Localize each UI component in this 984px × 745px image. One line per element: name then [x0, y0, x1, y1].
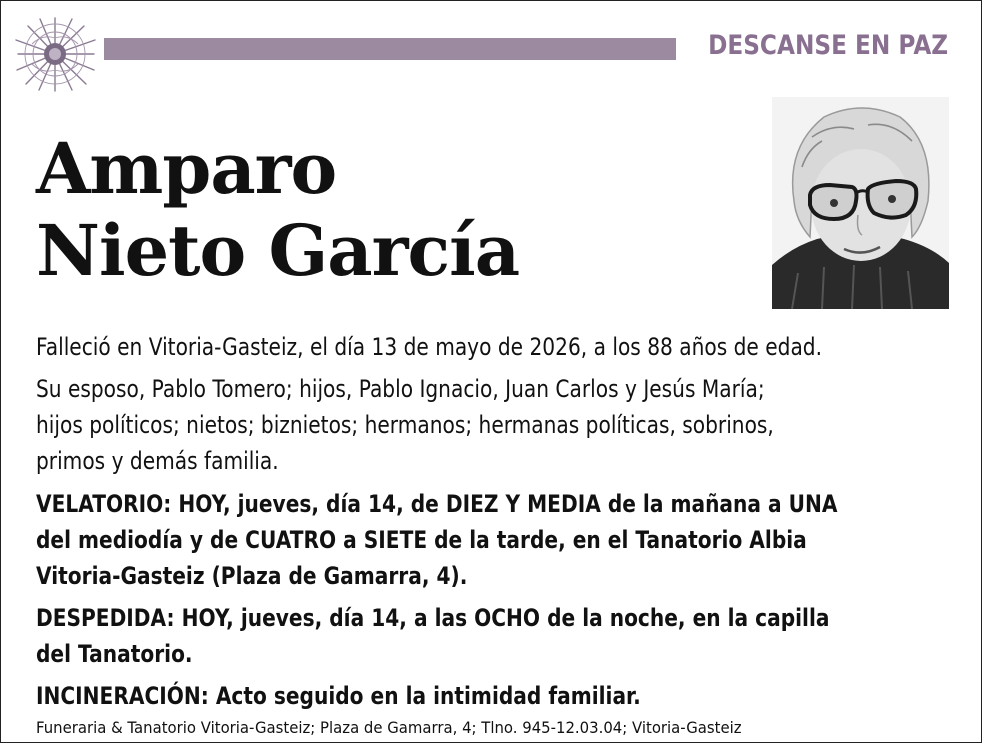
deceased-first-name: Amparo [36, 127, 337, 210]
despedida-line: del Tanatorio. [36, 640, 193, 668]
family-paragraph [36, 371, 817, 479]
header-bar [104, 38, 676, 60]
header-title: DESCANSE EN PAZ [707, 30, 948, 61]
velatorio-paragraph [36, 486, 838, 594]
deceased-last-names: Nieto García [36, 209, 520, 292]
family-line: hijos políticos; nietos; biznietos; hermanos; hermanas políticas, sobrinos, [36, 411, 774, 439]
death-notice: Falleció en Vitoria-Gasteiz, el día 13 de mayo de 2026, a los 88 años de edad. [36, 333, 823, 361]
portrait-photo [772, 97, 949, 309]
family-line: Su esposo, Pablo Tomero; hijos, Pablo Ignacio, Juan Carlos y Jesús María; [36, 375, 765, 403]
funeral-home-footer: Funeraria & Tanatorio Vitoria-Gasteiz; Plaza de Gamarra, 4; Tlno. 945-12.03.04; Vitoria-Gasteiz [36, 718, 742, 737]
family-line: primos y demás familia. [36, 447, 279, 475]
thistle-flower-icon [12, 14, 98, 94]
despedida-paragraph [36, 600, 830, 672]
deceased-name [36, 128, 519, 292]
despedida-line: DESPEDIDA: HOY, jueves, día 14, a las OCHO de la noche, en la capilla [36, 604, 830, 632]
velatorio-line: del mediodía y de CUATRO a SIETE de la tarde, en el Tanatorio Albia [36, 526, 807, 554]
velatorio-line: VELATORIO: HOY, jueves, día 14, de DIEZ Y MEDIA de la mañana a UNA [36, 490, 838, 518]
incineracion-paragraph: INCINERACIÓN: Acto seguido en la intimidad familiar. [36, 682, 641, 710]
velatorio-line: Vitoria-Gasteiz (Plaza de Gamarra, 4). [36, 562, 468, 590]
